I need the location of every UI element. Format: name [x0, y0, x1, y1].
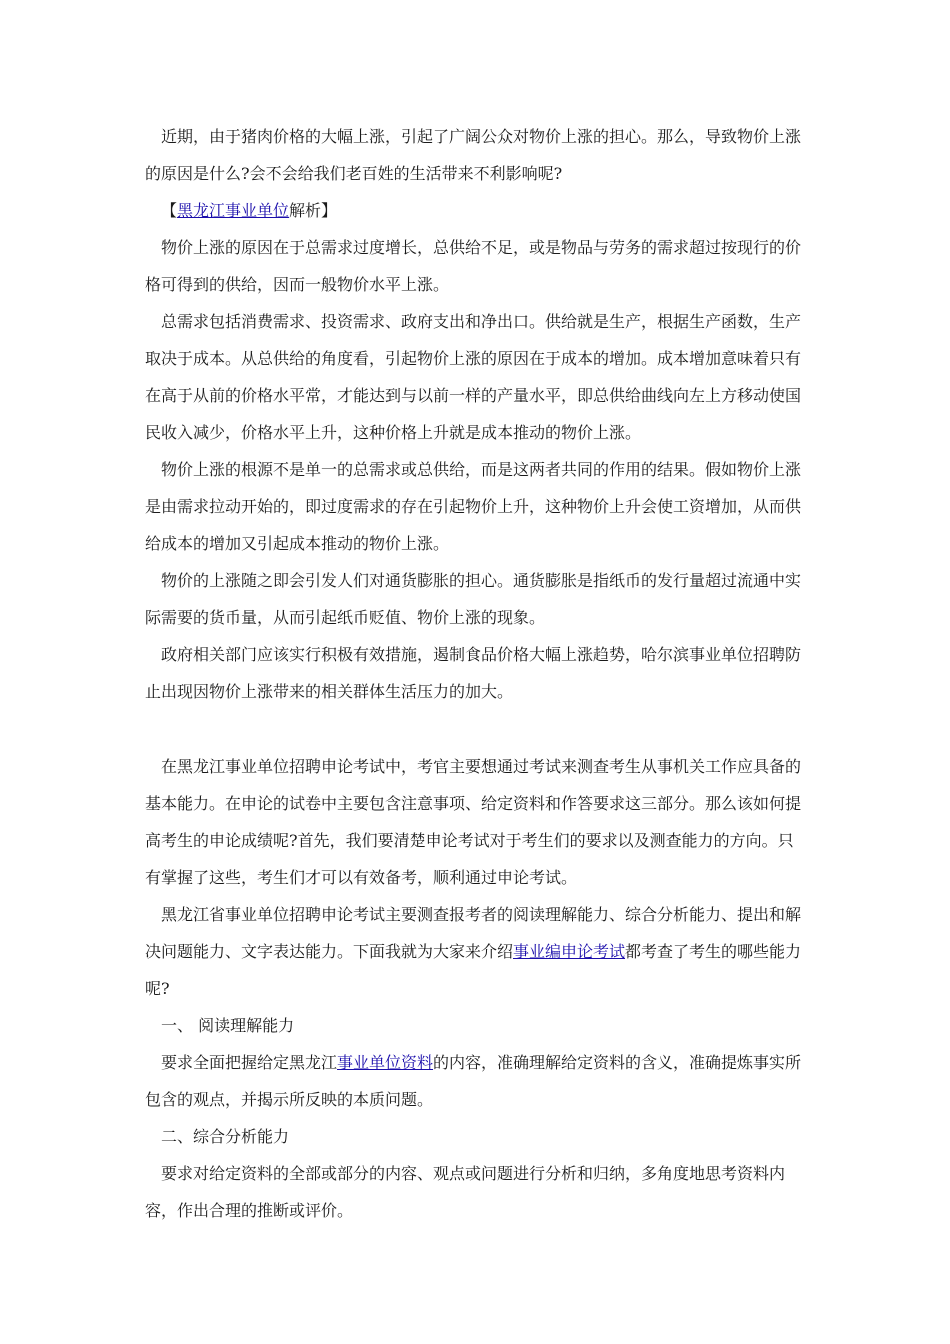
paragraph-supply: 总需求包括消费需求、投资需求、政府支出和净出口。供给就是生产，根据生产函数，生产取决于成本。从总供给的角度看，引起物价上涨的原因在于成本的增加。成本增加意味着只有在高于从前的价格水平常，才能达到与以前一样的产量水平，即总供给曲线向左上方移动使国民收入减少，价格水平上升，这种价格上升就是成本推动的物价上涨。 — [145, 312, 802, 442]
abilities-text-before: 黑龙江省事业单位招聘申论考试主要测查报考者的阅读理解能力、综合分析能力、提出和解决问题能力、文字表达能力。下面我就为大家来介绍 — [145, 905, 802, 961]
paragraph-government: 政府相关部门应该实行积极有效措施，遏制食品价格大幅上涨趋势，哈尔滨事业单位招聘防止出现因物价上涨带来的相关群体生活压力的加大。 — [145, 645, 802, 701]
reading-text-before: 要求全面把握给定黑龙江 — [161, 1053, 338, 1072]
link-heilongjiang-shiye[interactable]: 黑龙江事业单位 — [177, 201, 290, 220]
paragraph-root: 物价上涨的根源不是单一的总需求或总供给，而是这两者共同的作用的结果。假如物价上涨是由需求拉动开始的，即过度需求的存在引起物价上升，这种物价上升会使工资增加，从而供给成本的增加又引起成本推动的物价上涨。 — [145, 460, 802, 553]
abilities-text-after: 都考查了考生的哪些能力呢? — [145, 942, 802, 998]
link-shenlun-exam[interactable]: 事业编申论考试 — [513, 942, 626, 961]
paragraph-reading — [145, 1044, 807, 1118]
section-heading-analysis — [145, 192, 807, 229]
paragraph-gap — [145, 710, 807, 748]
paragraph-intro: 近期，由于猪肉价格的大幅上涨，引起了广阔公众对物价上涨的担心。那么，导致物价上涨的原因是什么?会不会给我们老百姓的生活带来不利影响呢? — [145, 127, 802, 183]
paragraph-cause: 物价上涨的原因在于总需求过度增长，总供给不足，或是物品与劳务的需求超过按现行的价格可得到的供给，因而一般物价水平上涨。 — [145, 238, 802, 294]
paragraph-exam-intro: 在黑龙江事业单位招聘申论考试中，考官主要想通过考试来测查考生从事机关工作应具备的基本能力。在申论的试卷中主要包含注意事项、给定资料和作答要求这三部分。那么该如何提高考生的申论成绩呢?首先，我们要清楚申论考试对于考生们的要求以及测查能力的方向。只有掌握了这些，考生们才可以有效备考，顺利通过申论考试。 — [145, 757, 802, 887]
heading-analysis: 二、综合分析能力 — [161, 1127, 290, 1146]
bracket-open: 【 — [161, 201, 178, 220]
reading-text-after: 的内容，准确理解给定资料的含义，准确提炼事实所包含的观点，并揭示所反映的本质问题。 — [145, 1053, 802, 1109]
paragraph-inflation: 物价的上涨随之即会引发人们对通货膨胀的担心。通货膨胀是指纸币的发行量超过流通中实际需要的货币量，从而引起纸币贬值、物价上涨的现象。 — [145, 571, 802, 627]
heading-suffix: 解析】 — [289, 201, 338, 220]
heading-reading: 一、 阅读理解能力 — [161, 1016, 295, 1035]
document-body — [145, 118, 807, 1229]
paragraph-analysis: 要求对给定资料的全部或部分的内容、观点或问题进行分析和归纳，多角度地思考资料内容，作出合理的推断或评价。 — [145, 1164, 786, 1220]
link-shiye-materials[interactable]: 事业单位资料 — [337, 1053, 434, 1072]
paragraph-abilities — [145, 896, 807, 1007]
